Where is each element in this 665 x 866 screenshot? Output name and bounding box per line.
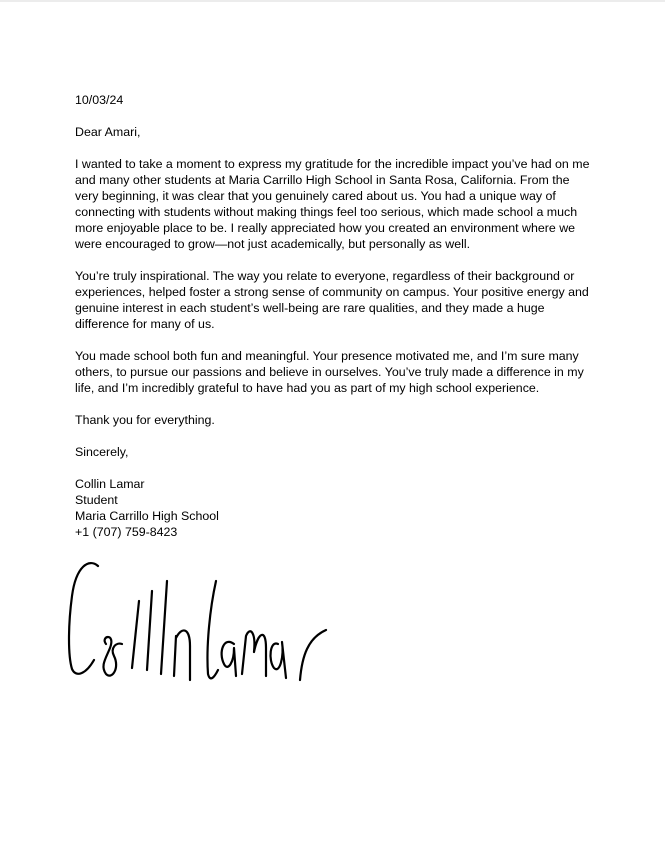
- sender-school: Maria Carrillo High School: [75, 509, 219, 523]
- letter-paragraph-1: I wanted to take a moment to express my gratitude for the incredible impact you’ve had on me and many other students at Maria Carrillo High School in Santa Rosa, California. From the very beginning, it was clear that you genuinely cared about us. You had a unique way of connecting with students without making things feel too serious, which made school a much more enjoyable place to be. I really appreciated how you created an environment where we were encouraged to grow—not just academically, but personally as well.: [75, 157, 590, 251]
- letter-closing: Sincerely,: [75, 445, 129, 459]
- handwritten-signature: [64, 556, 339, 696]
- sender-phone: +1 (707) 759-8423: [75, 525, 178, 539]
- sender-name: Collin Lamar: [75, 477, 145, 491]
- sender-role: Student: [75, 493, 118, 507]
- letter-date: 10/03/24: [75, 93, 124, 107]
- sender-block: [75, 476, 595, 540]
- letter-salutation: Dear Amari,: [75, 125, 141, 139]
- letter-body: [75, 92, 595, 540]
- page-top-border: [0, 0, 665, 2]
- letter-paragraph-3: You made school both fun and meaningful. Your presence motivated me, and I’m sure many others, to pursue our passions and believe in ourselves. You’ve truly made a difference in my life, and I’m incredibly grateful to have had you as part of my high school experience.: [75, 349, 584, 395]
- letter-paragraph-2: You’re truly inspirational. The way you relate to everyone, regardless of their background or experiences, helped foster a strong sense of community on campus. Your positive energy and genuine interest in each student’s well-being are rare qualities, and they made a huge difference for many of us.: [75, 269, 589, 331]
- letter-thanks: Thank you for everything.: [75, 413, 215, 427]
